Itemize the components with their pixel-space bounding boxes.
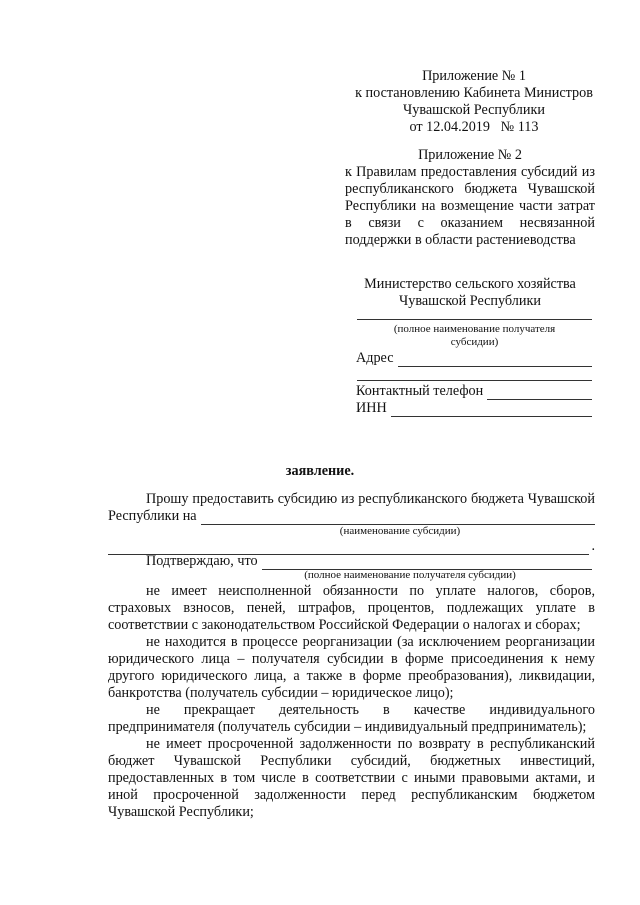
phone-field[interactable]	[356, 383, 592, 400]
annex1-title: Приложение № 1	[422, 68, 526, 84]
request-text: Прошу предоставить субсидию из республиканского бюджета Чувашской	[146, 491, 595, 507]
annex2-text: к Правилам предоставления субсидий из республиканского бюджета Чувашской Республики на возмещение части затрат в связи с оказанием несвязанной поддержки в области растениеводства	[345, 164, 595, 248]
statement-title: заявление.	[285, 463, 355, 479]
annex1-block	[340, 68, 608, 136]
address-label: Адрес	[356, 350, 394, 366]
subsidy-name-line2-wrap[interactable]: .	[108, 538, 595, 555]
phone-label: Контактный телефон	[356, 383, 484, 399]
condition-item-4: не имеет просроченной задолженности по возврату в республиканский бюджет Чувашской Республики субсидий, бюджетных инвестиций, предоставленных в том числе в соответствии с иными правовыми актами, и иной просроченной задолженности перед республиканским бюджетом Чувашской Республики;	[108, 736, 595, 820]
annex1-date: от 12.04.2019 № 113	[409, 119, 539, 135]
subsidy-name-line[interactable]	[201, 511, 595, 525]
annex1-line3: Чувашской Республики	[403, 102, 545, 118]
recipient-name-caption: (полное наименование получателя субсидии)	[393, 323, 556, 348]
address-field[interactable]	[356, 350, 592, 367]
confirm-label: Подтверждаю, что	[146, 553, 258, 569]
phone-input-line[interactable]	[487, 386, 592, 400]
ministry-name: Министерство сельского хозяйства Чувашской Республики	[364, 276, 576, 309]
condition-item-2: не находится в процессе реорганизации (за исключением реорганизации юридического лица – получателя субсидии в форме присоединения к нему другого юридического лица, а также в форме преобразования), ликвидации, банкротства (получатель субсидии – юридическое лицо);	[108, 634, 595, 701]
inn-label: ИНН	[356, 400, 387, 416]
confirm-field[interactable]	[146, 553, 592, 570]
condition-item-3: не прекращает деятельность в качестве индивидуального предпринимателя (получатель субсидии – индивидуальный предприниматель);	[108, 702, 595, 735]
inn-field[interactable]	[356, 400, 592, 417]
address-extra-line[interactable]	[357, 380, 592, 381]
conditions-list	[108, 583, 595, 821]
annex1-line2: к постановлению Кабинета Министров	[355, 85, 593, 101]
annex2-block	[345, 147, 595, 249]
subsidy-name-field[interactable]	[108, 508, 595, 525]
address-input-line[interactable]	[398, 353, 592, 367]
condition-item-1: не имеет неисполненной обязанности по уплате налогов, сборов, страховых взносов, пеней, штрафов, процентов, подлежащих уплате в соответствии с законодательством Российской Федерации о налогах и сборах;	[108, 583, 595, 633]
recipient-name-line[interactable]	[357, 319, 592, 320]
request-text-end: Республики на	[108, 508, 197, 524]
request-paragraph	[108, 491, 595, 508]
confirm-caption: (полное наименование получателя субсидии)	[304, 569, 516, 581]
inn-input-line[interactable]	[391, 403, 592, 417]
annex2-title: Приложение № 2	[418, 147, 522, 163]
confirm-recipient-line[interactable]	[262, 556, 592, 570]
subsidy-name-caption: (наименование субсидии)	[339, 525, 461, 537]
